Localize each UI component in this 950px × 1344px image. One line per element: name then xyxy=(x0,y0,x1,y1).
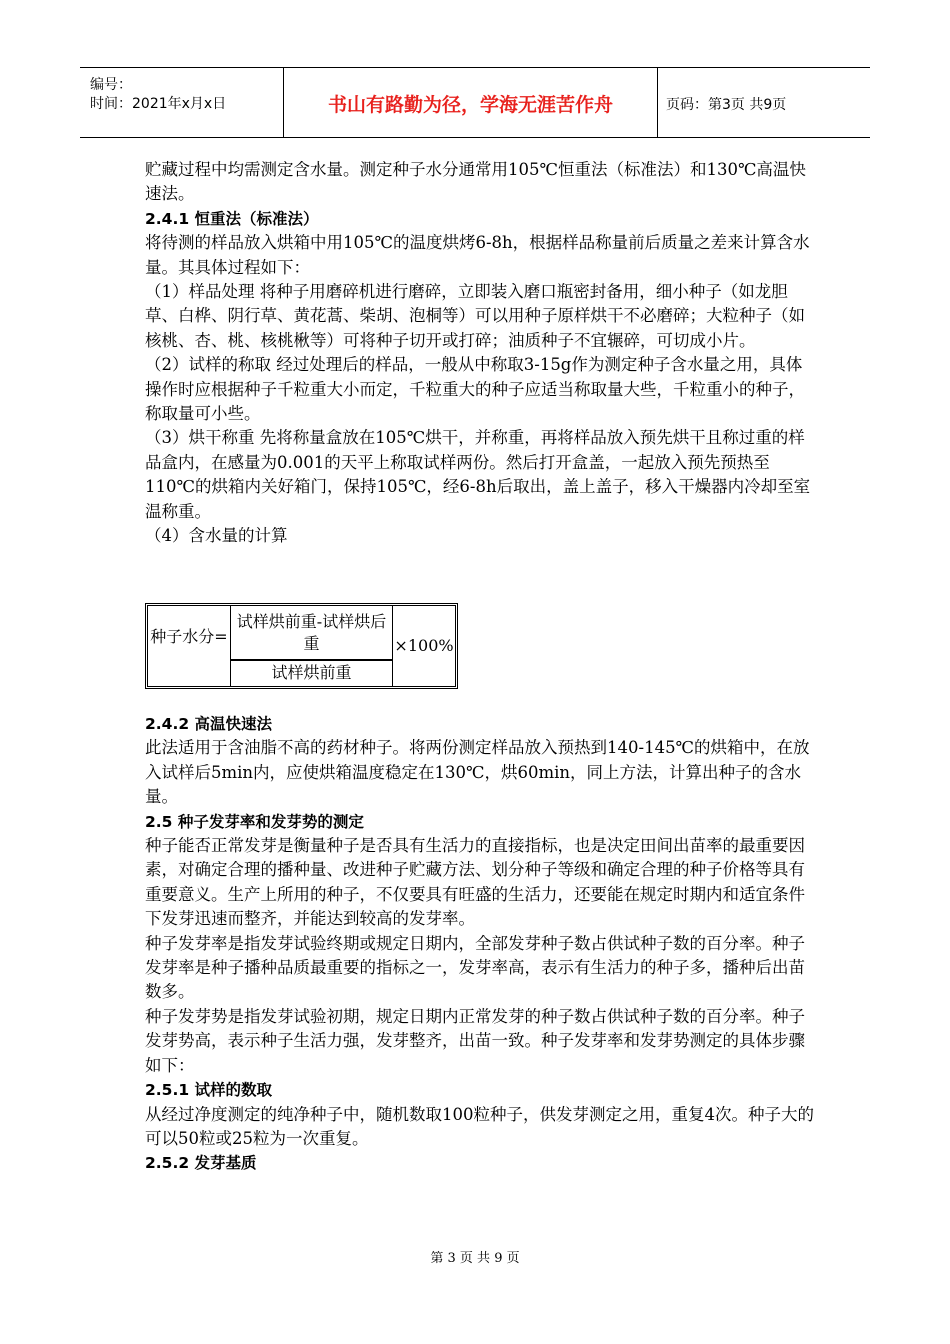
paragraph: 从经过净度测定的纯净种子中，随机数取100粒种子，供发芽测定之用，重复4次。种子大的可以50粒或25粒为一次重复。 xyxy=(145,1104,814,1148)
page-label: 页码：第3页 共9页 xyxy=(666,97,787,113)
paragraph: （3）烘干称重 先将称量盒放在105℃烘干，并称重，再将样品放入预先烘干且称过重的样品盒内，在感量为0.001的天平上称取试样两份。然后打开盒盖，一起放入预先预热至110℃的烘箱内关好箱门，保持105℃，经6-8h后取出，盖上盖子，移入干燥器内冷却至室温称重。 xyxy=(145,428,811,521)
formula-denominator: 试样烘前重 xyxy=(231,661,393,686)
body-text-top xyxy=(145,158,815,549)
paragraph: （4）含水量的计算 xyxy=(145,526,288,546)
body-text-bottom xyxy=(145,712,815,1176)
page-footer: 第 3 页 共 9 页 xyxy=(430,1251,520,1266)
header-left-cell xyxy=(80,68,283,137)
paragraph: 将待测的样品放入烘箱中用105℃的温度烘烤6-8h，根据样品称量前后质量之差来计算含水量。其具体过程如下： xyxy=(145,233,810,277)
section-heading: 2.5.1 试样的数取 xyxy=(145,1081,273,1100)
number-label: 编号： xyxy=(90,77,132,93)
header-right-cell xyxy=(656,68,870,137)
time-label: 时间：2021年x月x日 xyxy=(90,96,227,112)
page-header xyxy=(80,67,870,138)
paragraph: 此法适用于含油脂不高的药材种子。将两份测定样品放入预热到140-145℃的烘箱中，在放入试样后5min内，应使烘箱温度稳定在130℃，烘60min，同上方法，计算出种子的含水量。 xyxy=(145,738,810,807)
formula-numerator: 试样烘前重-试样烘后重 xyxy=(231,606,393,661)
paragraph: （1）样品处理 将种子用磨碎机进行磨碎，立即装入磨口瓶密封备用，细小种子（如龙胆草、白桦、阴行草、黄花蒿、柴胡、泡桐等）可以用种子原样烘干不必磨碎；大粒种子（如核桃、杏、桃、核桃楸等）可将种子切开或打碎；油质种子不宜辗碎，可切成小片。 xyxy=(145,282,805,350)
section-heading: 2.4.1 恒重法（标准法） xyxy=(145,209,319,228)
section-heading: 2.5.2 发芽基质 xyxy=(145,1154,257,1173)
paragraph: （2）试样的称取 经过处理后的样品，一般从中称取3-15g作为测定种子含水量之用，具体操作时应根据种子千粒重大小而定，千粒重大的种子应适当称取量大些，千粒重小的种子，称取量可小些。 xyxy=(145,355,805,424)
moisture-formula xyxy=(145,603,458,689)
section-heading: 2.4.2 高温快速法 xyxy=(145,715,273,733)
paragraph: 种子发芽率是指发芽试验终期或规定日期内，全部发芽种子数占供试种子数的百分率。种子发芽率是种子播种品质最重要的指标之一，发芽率高，表示有生活力的种子多，播种后出苗数多。 xyxy=(145,933,805,1002)
section-heading: 2.5 种子发芽率和发芽势的测定 xyxy=(145,812,364,831)
paragraph: 种子能否正常发芽是衡量种子是否具有生活力的直接指标，也是决定田间出苗率的最重要因素，对确定合理的播种量、改进种子贮藏方法、划分种子等级和确定合理的种子价格等具有重要意义。生产上所用的种子，不仅要具有旺盛的生活力，还要能在规定时期内和适宜条件下发芽迅速而整齐，并能达到较高的发芽率。 xyxy=(145,836,805,929)
paragraph: 贮藏过程中均需测定含水量。测定种子水分通常用105℃恒重法（标准法）和130℃高温快速法。 xyxy=(145,160,806,204)
paragraph: 种子发芽势是指发芽试验初期，规定日期内正常发芽的种子数占供试种子数的百分率。种子发芽势高，表示种子生活力强，发芽整齐，出苗一致。种子发芽率和发芽势测定的具体步骤如下： xyxy=(145,1006,805,1075)
formula-multiplier: ×100% xyxy=(394,636,454,655)
formula-left: 种子水分= xyxy=(148,606,231,686)
motto-text: 书山有路勤为径，学海无涯苦作舟 xyxy=(327,94,613,116)
header-motto-cell xyxy=(283,68,658,137)
